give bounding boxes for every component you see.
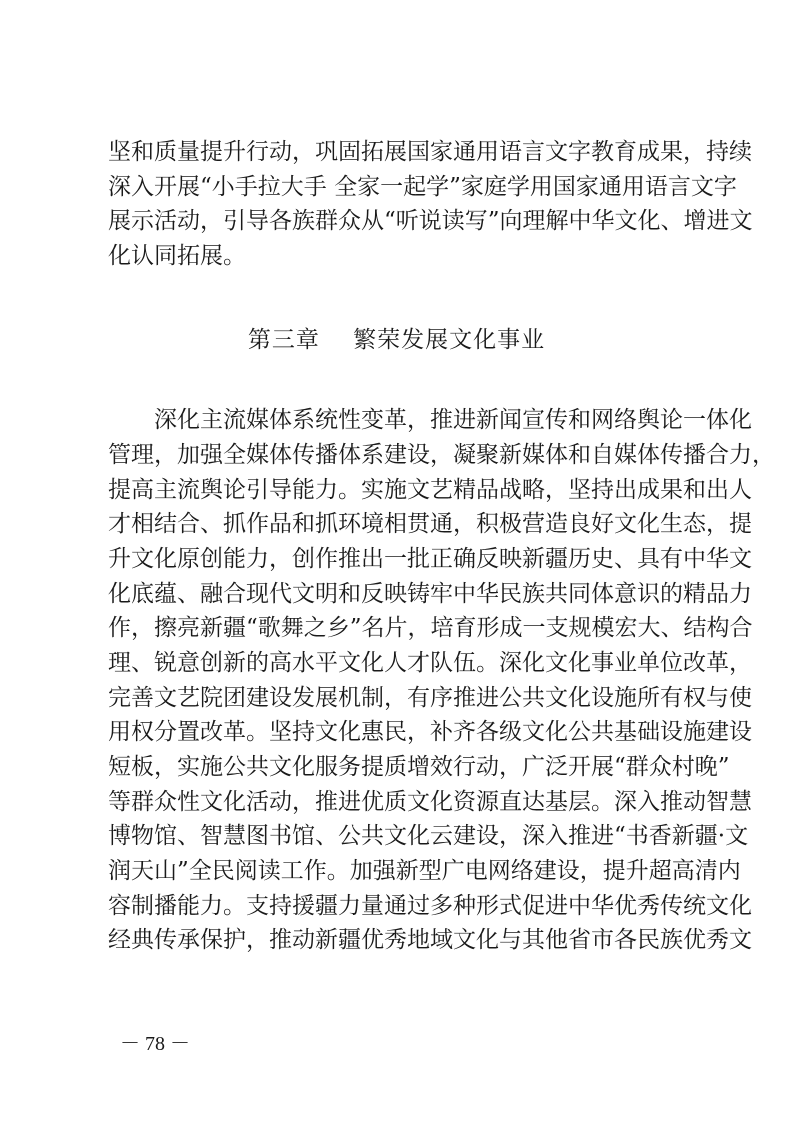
text-line: 深化主流媒体系统性变革，推进新闻宣传和网络舆论一体化 (154, 407, 752, 433)
text-line: 理、锐意创新的高水平文化人才队伍。深化文化事业单位改革， (108, 650, 752, 676)
text-line: 作，擦亮新疆“歌舞之乡”名片，培育形成一支规模宏大、结构合 (108, 615, 753, 641)
text-line: 坚和质量提升行动，巩固拓展国家通用语言文字教育成果，持续 (108, 139, 752, 165)
text-line: 升文化原创能力，创作推出一批正确反映新疆历史、具有中华文 (108, 546, 752, 572)
text-line: 管理，加强全媒体传播体系建设，凝聚新媒体和自媒体传播合力， (108, 442, 775, 468)
text-line: 完善文艺院团建设发展机制，有序推进公共文化设施所有权与使 (108, 685, 752, 711)
page-number: － 78 － (120, 1033, 190, 1055)
text-line: 润天山”全民阅读工作。加强新型广电网络建设，提升超高清内 (108, 858, 741, 884)
text-line: 经典传承保护，推动新疆优秀地域文化与其他省市各民族优秀文 (108, 927, 752, 953)
text-line: 容制播能力。支持援疆力量通过多种形式促进中华优秀传统文化 (108, 893, 752, 919)
text-line: 化底蕴、融合现代文明和反映铸牢中华民族共同体意识的精品力 (108, 581, 752, 607)
text-line: 展示活动，引导各族群众从“听说读写”向理解中华文化、增进文 (108, 208, 753, 234)
chapter-title: 第三章 繁荣发展文化事业 (247, 327, 546, 353)
text-line: 化认同拓展。 (108, 243, 246, 269)
text-line: 短板，实施公共文化服务提质增效行动，广泛开展“群众村晚” (108, 754, 730, 780)
text-line: 提高主流舆论引导能力。实施文艺精品战略，坚持出成果和出人 (108, 477, 752, 503)
text-line: 博物馆、智慧图书馆、公共文化云建设，深入推进“书香新疆·文 (108, 823, 749, 849)
text-line: 才相结合、抓作品和抓环境相贯通，积极营造良好文化生态，提 (108, 511, 752, 537)
text-line: 用权分置改革。坚持文化惠民，补齐各级文化公共基础设施建设 (108, 719, 752, 745)
text-line: 深入开展“小手拉大手 全家一起学”家庭学用国家通用语言文字 (108, 174, 737, 200)
text-line: 等群众性文化活动，推进优质文化资源直达基层。深入推动智慧 (108, 789, 752, 815)
